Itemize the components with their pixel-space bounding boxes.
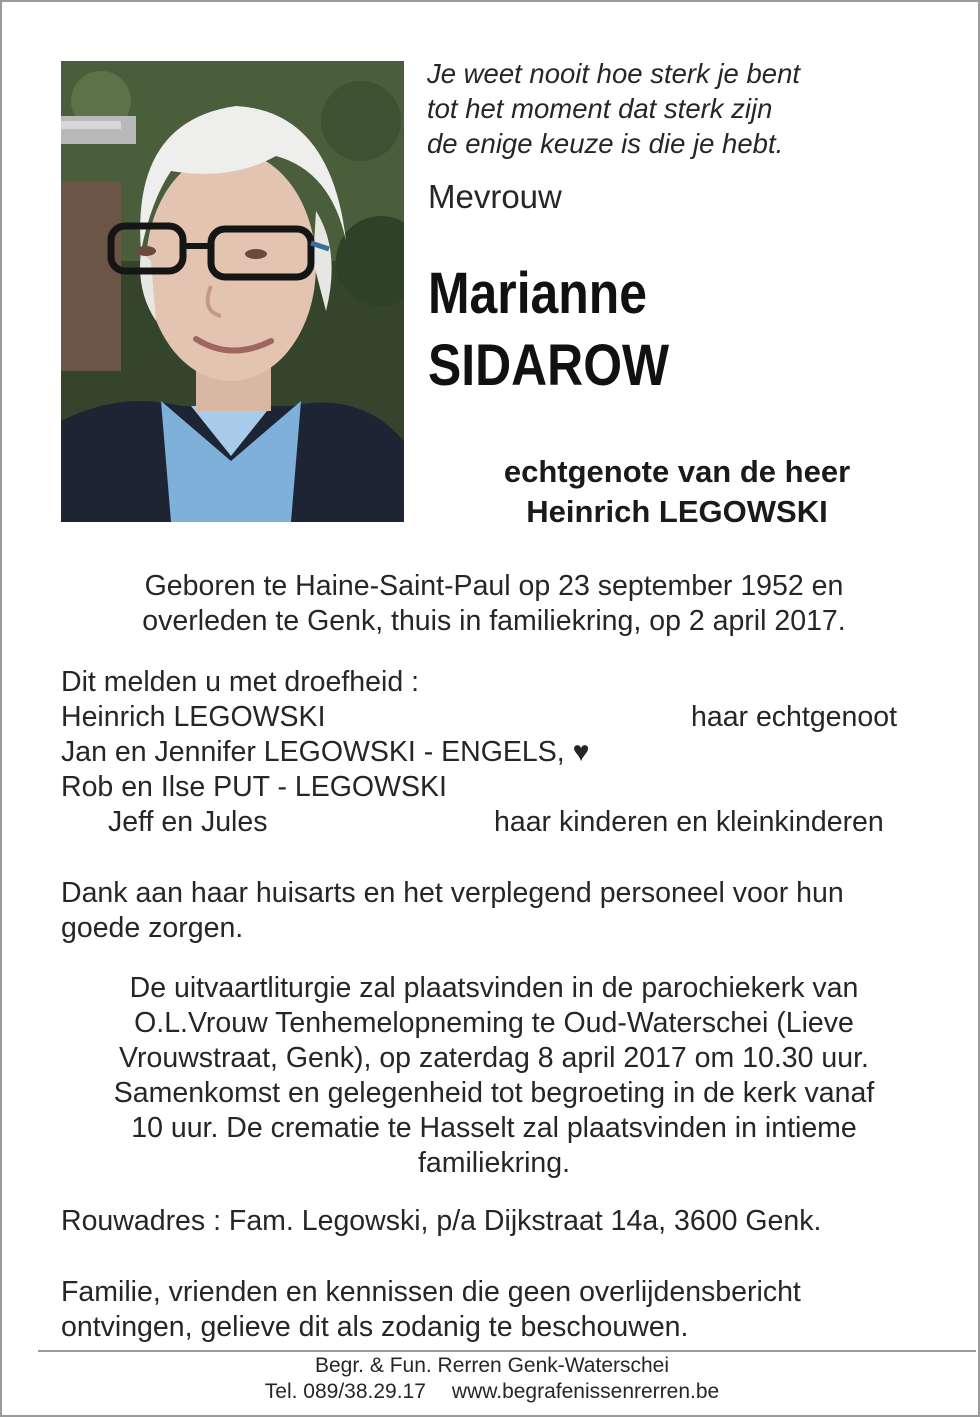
spouse-line: echtgenote van de heer [503, 454, 851, 489]
deceased-name [428, 258, 669, 402]
funeral-line: De uitvaartliturgie zal plaatsvinden in de parochiekerk van [129, 972, 859, 1004]
funeral-details [57, 971, 931, 1181]
mourning-address: Rouwadres : Fam. Legowski, p/a Dijkstraat 14a, 3600 Genk. [61, 1205, 822, 1237]
closing-line: ontvingen, gelieve dit als zodanig te beschouwen. [61, 1311, 689, 1343]
quote-line: Je weet nooit hoe sterk je bent [427, 58, 801, 89]
family-member-relation: haar kinderen en kleinkinderen [494, 806, 884, 838]
family-member-name: Heinrich LEGOWSKI [61, 701, 326, 733]
funeral-home-name: Begr. & Fun. Rerren Genk-Waterschei [314, 1354, 670, 1377]
closing-line: Familie, vrienden en kennissen die geen overlijdensbericht [61, 1276, 801, 1308]
funeral-line: Vrouwstraat, Genk), op zaterdag 8 april 2017 om 10.30 uur. [119, 1042, 869, 1074]
funeral-home-phone: Tel. 089/38.29.17 [264, 1380, 426, 1403]
funeral-home-website: www.begrafenissenrerren.be [451, 1380, 720, 1403]
closing-text [61, 1275, 941, 1345]
quote-line: tot het moment dat sterk zijn [427, 93, 773, 124]
quote [427, 56, 947, 161]
funeral-line: O.L.Vrouw Tenhemelopneming te Oud-Waterschei (Lieve [134, 1007, 854, 1039]
family-member-relation: haar echtgenoot [691, 701, 897, 733]
funeral-line: familiekring. [417, 1147, 571, 1179]
portrait-photo [61, 61, 404, 522]
announcement-intro: Dit melden u met droefheid : [61, 666, 420, 698]
spouse-name: Heinrich LEGOWSKI [526, 494, 828, 529]
funeral-line: Samenkomst en gelegenheid tot begroeting in de kerk vanaf [113, 1077, 875, 1109]
family-member-name: Jeff en Jules [108, 806, 268, 838]
spouse-info [432, 452, 922, 532]
life-dates [62, 569, 926, 639]
thanks-line: Dank aan haar huisarts en het verplegend personeel voor hun [61, 877, 844, 909]
last-name: SIDAROW [428, 333, 670, 398]
family-member-name: Rob en Ilse PUT - LEGOWSKI [61, 771, 447, 803]
funeral-line: 10 uur. De crematie te Hasselt zal plaatsvinden in intieme [131, 1112, 857, 1144]
death-line: overleden te Genk, thuis in familiekring, op 2 april 2017. [142, 605, 846, 637]
salutation: Mevrouw [428, 178, 562, 215]
quote-line: de enige keuze is die je hebt. [427, 128, 784, 159]
first-name: Marianne [428, 261, 647, 326]
funeral-home-contact [102, 1379, 882, 1405]
footer-divider [38, 1350, 976, 1352]
portrait-illustration [61, 61, 404, 522]
thanks-text [61, 876, 941, 946]
family-member-name: Jan en Jennifer LEGOWSKI - ENGELS, ♥ [61, 736, 590, 768]
birth-line: Geboren te Haine-Saint-Paul op 23 september 1952 en [144, 570, 844, 602]
thanks-line: goede zorgen. [61, 912, 244, 944]
